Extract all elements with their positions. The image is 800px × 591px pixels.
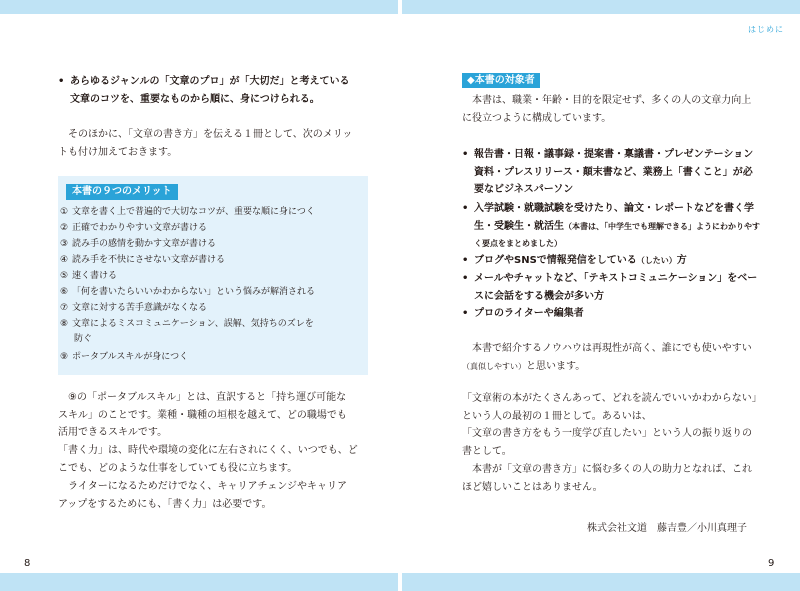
merit-item-continued: 防ぐ [74,334,93,344]
students-note: （本書は、「中学生でも理解できる」ようにわかりやす [564,221,760,231]
page-number-left: 8 [24,558,31,569]
career-paragraph: ライターになるためだけでなく、キャリアチェンジやキャリア アップをするためにも、「書く力」は必要です。 [58,481,347,510]
page-number-right: 9 [768,558,775,569]
merit-item: ⑧ 文章によるミスコミュニケーション、誤解、気持ちのズレを [60,319,314,329]
bullet-dot: • [462,255,469,266]
merits-box [58,176,368,375]
running-head: はじめに [748,25,784,34]
merit-item: ③ 読み手の感情を動かす文章が書ける [60,239,217,249]
merit-item: ⑤ 速く書ける [60,271,118,281]
merit-item: ① 文章を書く上で普遍的で大切なコツが、重要な順に身につく [60,207,315,217]
target-intro-paragraph: 本書は、職業・年齢・目的を限定せず、多くの人の文章力向上 に役立つように構成しています。 [462,95,752,124]
merit-item: ④ 読み手を不快にさせない文章が書ける [60,255,226,265]
students-note-continued: く要点をまとめました） [474,239,562,249]
portable-skill-paragraph: ⑨の「ポータブルスキル」とは、直訳すると「持ち運び可能な スキル」のことです。業種・職種の垣根を越えて、どの職場でも 活用できるスキルです。 [58,392,347,439]
bullet-text: あらゆるジャンルの「文章のプロ」が「大切だ」と考えている 文章のコツを、重要なものから順に、身につけられる。 [70,76,350,105]
page-gutter [398,0,402,591]
bullet-dot: • [462,308,469,319]
merits-title: 本書の９つのメリット [66,184,178,200]
merit-item: ⑦ 文章に対する苦手意識がなくなる [60,303,208,313]
closing-paragraph: 「文章術の本がたくさんあって、どれを読んでいいかわからない」 という人の最初の１冊として。あるいは、 「文章の書き方をもう一度学び直したい」という人の振り返りの 書として。 [462,393,762,457]
closing-hope-paragraph: 本書が「文章の書き方」に悩む多くの人の助力となれば、これ ほど嬉しいことはありません。 [462,464,752,493]
intro-paragraph: そのほかに、「文章の書き方」を伝える１冊として、次のメリッ トも付け加えておきます。 [58,129,353,158]
merit-item: ② 正確でわかりやすい文章が書ける [60,223,208,233]
target-audience-heading: ◆本書の対象者 [462,73,540,88]
merit-item: ⑨ ポータブルスキルが身につく [60,352,189,362]
bullet-dot: • [58,76,65,87]
knowhow-paragraph: 本書で紹介するノウハウは再現性が高く、誰にでも使いやすい （真似しやすい）と思います。 [462,343,752,372]
bullet-dot: • [462,273,469,284]
bullet-dot: • [462,149,469,160]
bullet-dot: • [462,203,469,214]
writing-power-paragraph: 「書く力」は、時代や環境の変化に左右されにくく、いつでも、ど こでも、どのような仕事をしていても役に立ちます。 [58,445,358,474]
author-signature: 株式会社文道 藤吉豊／小川真理子 [587,523,747,534]
merit-item: ⑥ 「何を書いたらいいかわからない」という悩みが解消される [60,287,316,297]
